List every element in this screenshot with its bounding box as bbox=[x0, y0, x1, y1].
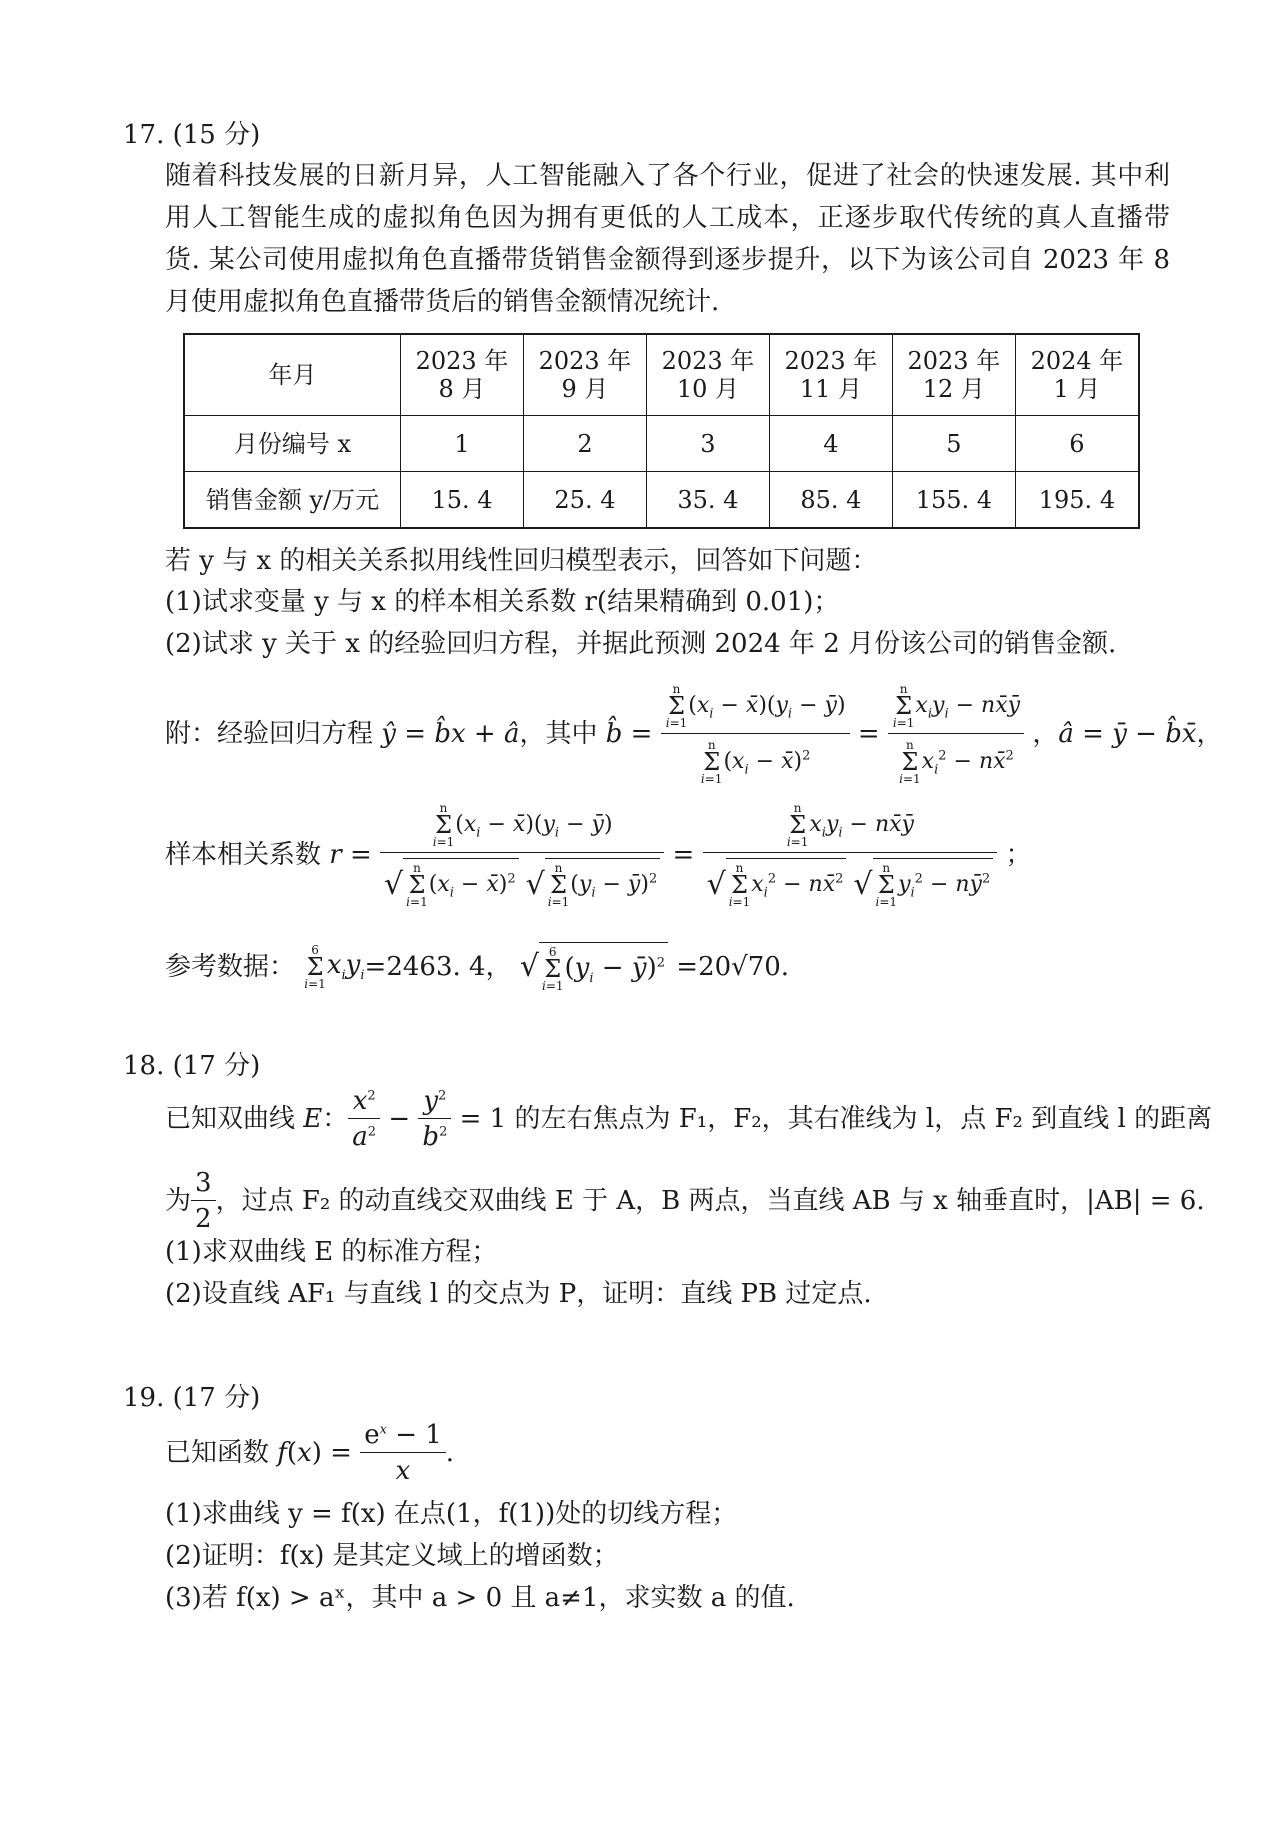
q18-part-2: (2)设直线 AF₁ 与直线 l 的交点为 P，证明：直线 PB 过定点. bbox=[165, 1279, 872, 1309]
x-cell: 3 bbox=[646, 416, 769, 472]
month-cell: 2023 年 8 月 bbox=[401, 334, 524, 416]
table-row bbox=[184, 334, 1139, 416]
y-cell: 85. 4 bbox=[769, 472, 892, 529]
y-cell: 195. 4 bbox=[1015, 472, 1139, 529]
table-row-header: 年月 bbox=[184, 334, 401, 416]
q17-prompt: 若 y 与 x 的相关关系拟用线性回归模型表示，回答如下问题： bbox=[165, 546, 878, 576]
x-cell: 1 bbox=[401, 416, 524, 472]
q18-header: 18. (17 分) bbox=[123, 1051, 261, 1081]
q17-header: 17. (15 分) bbox=[123, 120, 261, 150]
x-cell: 2 bbox=[523, 416, 646, 472]
month-cell: 2023 年 9 月 bbox=[523, 334, 646, 416]
month-cell: 2023 年 10 月 bbox=[646, 334, 769, 416]
table-row-header: 月份编号 x bbox=[184, 416, 401, 472]
q17-intro-line-3: 货. 某公司使用虚拟角色直播带货销售金额得到逐步提升，以下为该公司自 2023 年 8 bbox=[165, 245, 1170, 275]
table-row bbox=[184, 472, 1139, 529]
table-row-header: 销售金额 y/万元 bbox=[184, 472, 401, 529]
y-cell: 155. 4 bbox=[892, 472, 1015, 529]
correlation-formula: 样本相关系数 r = n Σ $i=1(x_i$ − $x̄)(y_i$ − ȳ) √ n Σ $i=1(x_i$ − x̄)$^2$ √ n Σ $i=1(y_i$ − ȳ)$^2$ = n Σ $i=1x_iy_i$ − nx̄ȳ √ n Σ $i=1x_i^2$ − nx̄$^2$ √ n Σ $i=1y_i^2$ − $nȳ^2$ ； bbox=[165, 801, 1032, 909]
table-row bbox=[184, 416, 1139, 472]
x-cell: 4 bbox=[769, 416, 892, 472]
regression-formula: 附：经验回归方程 ŷ = b̂x + â，其中 b̂ = n Σ $i=1(x_i$ − $x̄)(y_i$ − ȳ) n Σ $i=1(x_i$ − x̄)$^2$ = n Σ $i=1x_iy_i$ − nx̄ȳ n Σ $i=1x_i^2$ − nx̄$^2$ ，â = ȳ − b̂x̄， bbox=[165, 682, 1223, 786]
q18-line-2: 为 $\frac{3}{2}$ ，过点 F₂ 的动直线交双曲线 E 于 A，B 两点，当直线 AB 与 x 轴垂直时，|AB| = 6. bbox=[165, 1168, 1205, 1234]
q17-intro-line-1: 随着科技发展的日新月异，人工智能融入了各个行业，促进了社会的快速发展. 其中利 bbox=[165, 161, 1170, 191]
q17-part-1: (1)试求变量 y 与 x 的样本相关系数 r(结果精确到 0.01)； bbox=[165, 587, 840, 617]
x-cell: 6 bbox=[1015, 416, 1139, 472]
sales-table bbox=[183, 333, 1140, 529]
q19-line-1: 已知函数 f(x) = $\frac{e^x - 1}{x}$ . bbox=[165, 1420, 455, 1486]
month-cell: 2024 年 1 月 bbox=[1015, 334, 1139, 416]
reference-data: 参考数据： 6 Σ $i=1x_iy_i=2463$. 4， √ 6 Σ $i=1(y_i$ − ȳ)$^2$ =20√70. bbox=[165, 943, 790, 993]
x-cell: 5 bbox=[892, 416, 1015, 472]
q19-header: 19. (17 分) bbox=[123, 1383, 261, 1413]
y-cell: 25. 4 bbox=[523, 472, 646, 529]
q17-part-2: (2)试求 y 关于 x 的经验回归方程，并据此预测 2024 年 2 月份该公司的销售金额. bbox=[165, 629, 1117, 659]
y-cell: 35. 4 bbox=[646, 472, 769, 529]
q19-part-1: (1)求曲线 y = f(x) 在点(1，f(1))处的切线方程； bbox=[165, 1499, 738, 1529]
month-cell: 2023 年 12 月 bbox=[892, 334, 1015, 416]
q17-intro-line-2: 用人工智能生成的虚拟角色因为拥有更低的人工成本，正逐步取代传统的真人直播带 bbox=[165, 203, 1170, 233]
q19-part-3: (3)若 f(x) > aˣ，其中 a > 0 且 a≠1，求实数 a 的值. bbox=[165, 1583, 795, 1613]
month-cell: 2023 年 11 月 bbox=[769, 334, 892, 416]
q17-intro-line-4: 月使用虚拟角色直播带货后的销售金额情况统计. bbox=[165, 287, 720, 317]
y-cell: 15. 4 bbox=[401, 472, 524, 529]
q18-line-1: 已知双曲线 E： $\frac{x^2}{a^2}$ − $\frac{y^2}{b^2}$ = 1 的左右焦点为 F₁，F₂，其右准线为 l，点 F₂ 到直线 l 的距离 bbox=[165, 1086, 1213, 1152]
q18-part-1: (1)求双曲线 E 的标准方程； bbox=[165, 1237, 498, 1267]
q19-part-2: (2)证明：f(x) 是其定义域上的增函数； bbox=[165, 1541, 619, 1571]
